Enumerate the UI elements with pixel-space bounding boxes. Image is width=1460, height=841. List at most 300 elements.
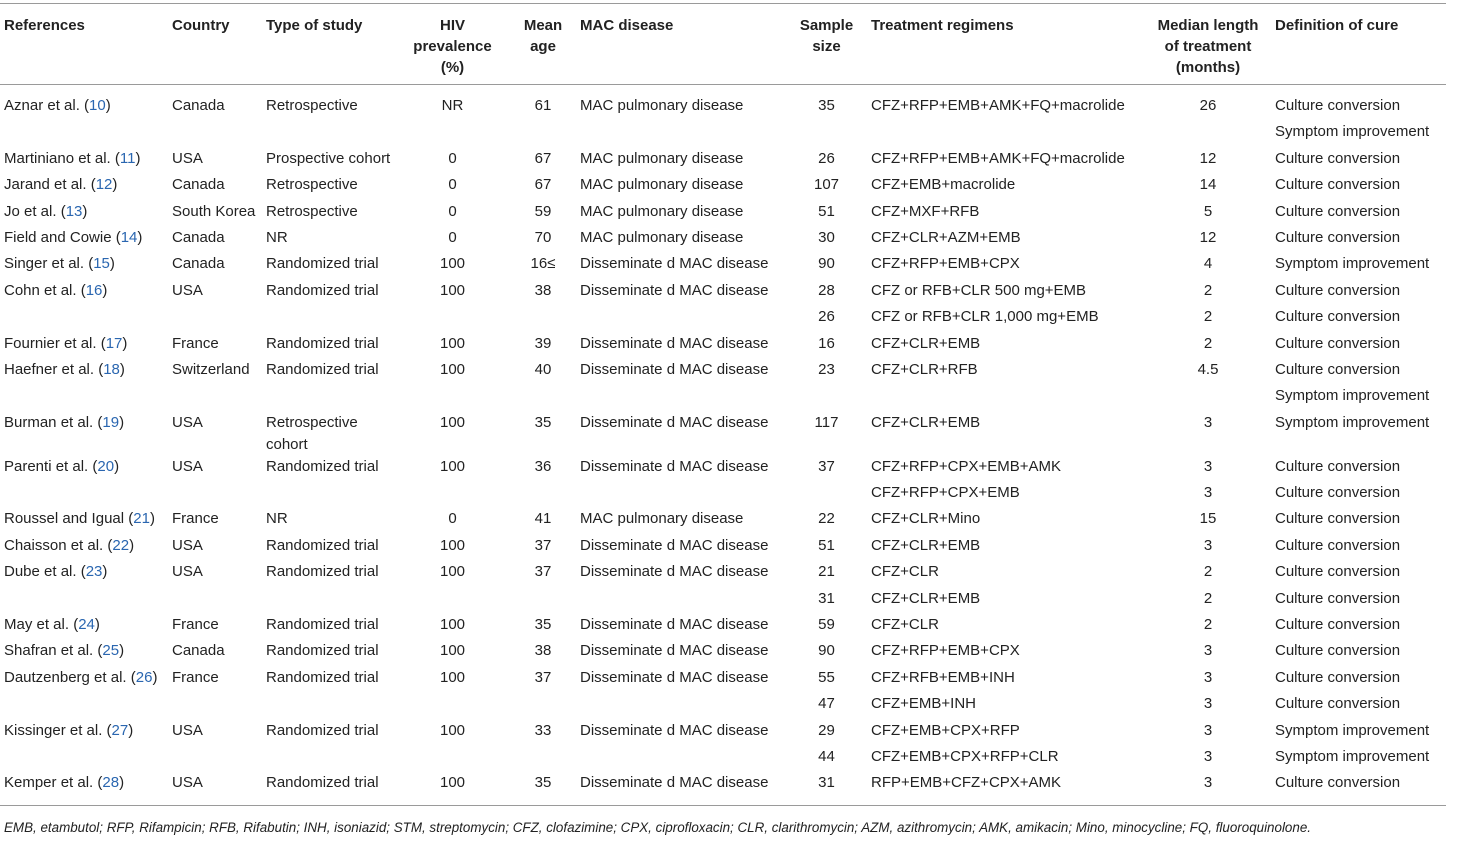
cell-treatment-regimen: CFZ+CLR+Mino bbox=[871, 510, 981, 528]
cell-mean-age: 33 bbox=[534, 721, 552, 739]
cell-type-of-study bbox=[266, 174, 399, 200]
cell-sample-size: 16 bbox=[818, 334, 835, 352]
reference-link[interactable]: 12 bbox=[95, 176, 113, 194]
cell-median-length: 26 bbox=[1199, 97, 1217, 114]
header-line: References bbox=[4, 17, 85, 34]
cell-reference bbox=[0, 508, 172, 534]
reference-close-paren: ) bbox=[135, 149, 141, 167]
table-row bbox=[0, 535, 1446, 561]
cell-type-of-study bbox=[266, 693, 399, 719]
cell-hiv-prevalence: 100 bbox=[439, 360, 466, 378]
cell-definition-of-cure: Culture conversion bbox=[1275, 97, 1401, 114]
cell-type-of-study bbox=[266, 306, 399, 332]
table-header bbox=[0, 4, 1446, 85]
cell-type-of-study bbox=[266, 148, 399, 174]
cell-median-length: 2 bbox=[1203, 616, 1213, 634]
cell-country: USA bbox=[172, 563, 203, 581]
header-line: (months) bbox=[1175, 59, 1241, 76]
cell-sample-size: 23 bbox=[818, 360, 835, 378]
reference-close-paren: ) bbox=[102, 281, 108, 299]
reference-author: Roussel and Igual ( bbox=[4, 510, 134, 528]
cell-type-of-study bbox=[266, 640, 399, 666]
cell-hiv-prevalence bbox=[399, 746, 506, 772]
reference-link[interactable]: 16 bbox=[85, 281, 103, 299]
cell-sample-size: 35 bbox=[818, 97, 835, 114]
study-type-line: Randomized trial bbox=[266, 668, 379, 686]
table-row bbox=[0, 174, 1446, 200]
study-type-line: Randomized trial bbox=[266, 334, 379, 352]
reference-link[interactable]: 28 bbox=[102, 774, 120, 792]
cell-sample-size: 28 bbox=[818, 281, 835, 299]
reference-author: Singer et al. ( bbox=[4, 255, 94, 273]
cell-median-length: 3 bbox=[1203, 484, 1213, 502]
reference-author: Martiniano et al. ( bbox=[4, 149, 120, 167]
cell-hiv-prevalence: 100 bbox=[439, 721, 466, 739]
study-type-line: Randomized trial bbox=[266, 457, 379, 475]
cell-country bbox=[172, 121, 266, 147]
cell-median-length: 2 bbox=[1203, 589, 1213, 607]
reference-link[interactable]: 27 bbox=[111, 721, 129, 739]
cell-mean-age: 67 bbox=[534, 149, 552, 167]
study-type-line: Prospective cohort bbox=[266, 149, 391, 167]
cell-country bbox=[172, 746, 266, 772]
reference-close-paren: ) bbox=[129, 536, 135, 554]
cell-sample-size: 26 bbox=[818, 149, 835, 167]
table-body bbox=[0, 85, 1446, 805]
header-line: prevalence bbox=[413, 38, 492, 55]
cell-country: Canada bbox=[172, 642, 225, 660]
cell-hiv-prevalence: 100 bbox=[439, 413, 466, 431]
reference-close-paren: ) bbox=[137, 228, 143, 246]
cell-sample-size bbox=[782, 121, 871, 147]
header-line: HIV bbox=[439, 17, 465, 34]
cell-reference bbox=[0, 333, 172, 359]
cell-treatment-regimen: CFZ+EMB+CPX+RFP bbox=[871, 721, 1020, 739]
cell-mac-disease: Disseminate d MAC disease bbox=[580, 721, 769, 739]
cell-mean-age: 38 bbox=[534, 642, 552, 660]
study-type-line: Randomized trial bbox=[266, 281, 379, 299]
cell-sample-size: 22 bbox=[818, 510, 835, 528]
cell-country: USA bbox=[172, 149, 203, 167]
cell-mac-disease bbox=[580, 746, 782, 772]
cell-definition-of-cure: Symptom improvement bbox=[1275, 255, 1430, 273]
cell-sample-size: 51 bbox=[818, 202, 835, 220]
cell-country: USA bbox=[172, 721, 203, 739]
cell-treatment-regimen: CFZ or RFB+CLR 500 mg+EMB bbox=[871, 281, 1087, 299]
header-line: Median length bbox=[1157, 17, 1259, 34]
cell-hiv-prevalence: 100 bbox=[439, 616, 466, 634]
cell-median-length: 3 bbox=[1203, 668, 1213, 686]
cell-definition-of-cure: Culture conversion bbox=[1275, 695, 1401, 713]
cell-treatment-regimen: CFZ+CLR+AZM+EMB bbox=[871, 228, 1021, 246]
cell-median-length: 2 bbox=[1203, 563, 1213, 581]
cell-median-length: 4 bbox=[1203, 255, 1213, 273]
cell-definition-of-cure: Culture conversion bbox=[1275, 642, 1401, 660]
cell-mac-disease: Disseminate d MAC disease bbox=[580, 334, 769, 352]
study-type-line: Retrospective bbox=[266, 202, 358, 220]
cell-definition-of-cure: Culture conversion bbox=[1275, 308, 1401, 326]
cell-hiv-prevalence: 100 bbox=[439, 642, 466, 660]
cell-mac-disease: Disseminate d MAC disease bbox=[580, 616, 769, 634]
cell-mac-disease: Disseminate d MAC disease bbox=[580, 413, 769, 431]
cell-reference bbox=[0, 720, 172, 746]
header-line: Definition of cure bbox=[1275, 17, 1399, 34]
cell-mean-age bbox=[506, 746, 580, 772]
reference-link[interactable]: 22 bbox=[112, 536, 130, 554]
header-line: Sample bbox=[799, 17, 854, 34]
table-row bbox=[0, 508, 1446, 534]
header-line: Treatment regimens bbox=[871, 17, 1014, 34]
table-footnote: EMB, etambutol; RFP, Rifampicin; RFB, Rifabutin; INH, isoniazid; STM, streptomycin; CFZ, clofazimine; CPX, ciprofloxacin; CLR, clarithromycin; AZM, azithromycin; AMK, amikacin; Mino, minocycline; FQ, fluoroquinolone. bbox=[4, 820, 1311, 835]
cell-mac-disease bbox=[580, 482, 782, 508]
table-row bbox=[0, 253, 1446, 279]
cell-reference bbox=[0, 148, 172, 174]
cell-definition-of-cure: Symptom improvement bbox=[1275, 747, 1430, 765]
cell-median-length: 3 bbox=[1203, 413, 1213, 431]
cell-type-of-study bbox=[266, 359, 399, 385]
table-row bbox=[0, 412, 1446, 456]
cell-country: France bbox=[172, 616, 219, 634]
cell-median-length: 3 bbox=[1203, 747, 1213, 765]
cell-mac-disease bbox=[580, 306, 782, 332]
cell-treatment-regimen: RFP+EMB+CFZ+CPX+AMK bbox=[871, 774, 1062, 792]
header-median-length bbox=[1141, 4, 1275, 85]
reference-link[interactable]: 21 bbox=[133, 510, 150, 528]
cell-reference bbox=[0, 385, 172, 411]
cell-median-length: 3 bbox=[1203, 457, 1213, 475]
cell-reference bbox=[0, 561, 172, 587]
cell-reference bbox=[0, 693, 172, 719]
cell-hiv-prevalence: 100 bbox=[439, 536, 466, 554]
cell-type-of-study bbox=[266, 667, 399, 693]
cell-definition-of-cure: Culture conversion bbox=[1275, 484, 1401, 502]
cell-treatment-regimen bbox=[871, 121, 1141, 147]
study-type-line: Randomized trial bbox=[266, 563, 379, 581]
cell-hiv-prevalence: 0 bbox=[448, 149, 457, 167]
header-mean-age bbox=[506, 4, 580, 85]
cell-sample-size: 90 bbox=[818, 642, 835, 660]
cell-definition-of-cure: Culture conversion bbox=[1275, 149, 1401, 167]
cell-median-length: 12 bbox=[1199, 228, 1217, 246]
table-row bbox=[0, 772, 1446, 804]
cell-treatment-regimen: CFZ+CLR+EMB bbox=[871, 536, 981, 554]
cell-mac-disease: MAC pulmonary disease bbox=[580, 176, 744, 194]
cell-definition-of-cure: Culture conversion bbox=[1275, 228, 1401, 246]
cell-sample-size: 47 bbox=[818, 695, 835, 713]
cell-mean-age bbox=[506, 693, 580, 719]
cell-sample-size: 44 bbox=[818, 747, 835, 765]
cell-mac-disease bbox=[580, 693, 782, 719]
cell-sample-size: 55 bbox=[818, 668, 835, 686]
cell-sample-size: 26 bbox=[818, 308, 835, 326]
header-treatment-regimens bbox=[871, 4, 1141, 85]
cell-type-of-study bbox=[266, 85, 399, 122]
reference-link[interactable]: 17 bbox=[105, 334, 123, 352]
cell-definition-of-cure: Culture conversion bbox=[1275, 668, 1401, 686]
cell-mac-disease: Disseminate d MAC disease bbox=[580, 668, 769, 686]
cell-treatment-regimen: CFZ+CLR+RFB bbox=[871, 360, 978, 378]
cell-country: Canada bbox=[172, 228, 225, 246]
cell-definition-of-cure: Culture conversion bbox=[1275, 589, 1401, 607]
cell-country bbox=[172, 306, 266, 332]
table-row bbox=[0, 614, 1446, 640]
table-row bbox=[0, 482, 1446, 508]
cell-definition-of-cure: Culture conversion bbox=[1275, 563, 1401, 581]
cell-median-length: 15 bbox=[1199, 510, 1217, 528]
cell-type-of-study bbox=[266, 508, 399, 534]
reference-link[interactable]: 18 bbox=[103, 360, 120, 378]
cell-hiv-prevalence: 0 bbox=[448, 228, 457, 246]
cell-sample-size bbox=[782, 385, 871, 411]
header-line: MAC disease bbox=[580, 17, 674, 34]
cell-country: Canada bbox=[172, 176, 225, 194]
cell-median-length: 5 bbox=[1203, 202, 1213, 220]
cell-reference bbox=[0, 667, 172, 693]
cell-median-length: 3 bbox=[1203, 642, 1213, 660]
cell-type-of-study bbox=[266, 227, 399, 253]
table-bottom-rule bbox=[0, 805, 1446, 806]
cell-sample-size bbox=[782, 482, 871, 508]
table-row bbox=[0, 359, 1446, 385]
reference-close-paren: ) bbox=[114, 457, 120, 475]
cell-treatment-regimen: CFZ+CLR bbox=[871, 616, 939, 634]
cell-treatment-regimen: CFZ+CLR+EMB bbox=[871, 413, 981, 431]
cell-sample-size: 21 bbox=[818, 563, 835, 581]
cell-reference bbox=[0, 280, 172, 306]
study-type-line: Randomized trial bbox=[266, 360, 379, 378]
cell-country: Canada bbox=[172, 97, 225, 114]
header-mac-disease bbox=[580, 4, 782, 85]
cell-definition-of-cure: Symptom improvement bbox=[1275, 721, 1430, 739]
cell-sample-size: 51 bbox=[818, 536, 835, 554]
reference-link[interactable]: 20 bbox=[97, 457, 115, 475]
cell-country: USA bbox=[172, 281, 203, 299]
cell-mac-disease bbox=[580, 121, 782, 147]
cell-definition-of-cure: Symptom improvement bbox=[1275, 123, 1430, 141]
cell-definition-of-cure: Symptom improvement bbox=[1275, 413, 1430, 431]
cell-type-of-study bbox=[266, 720, 399, 746]
cell-mac-disease: Disseminate d MAC disease bbox=[580, 255, 769, 273]
cell-sample-size: 107 bbox=[813, 176, 840, 194]
cell-reference bbox=[0, 746, 172, 772]
cell-treatment-regimen: CFZ+RFB+EMB+INH bbox=[871, 668, 1015, 686]
cell-mac-disease: Disseminate d MAC disease bbox=[580, 536, 769, 554]
cell-sample-size: 90 bbox=[818, 255, 835, 273]
cell-mean-age: 41 bbox=[534, 510, 552, 528]
cell-definition-of-cure: Culture conversion bbox=[1275, 202, 1401, 220]
cell-reference bbox=[0, 614, 172, 640]
reference-link[interactable]: 14 bbox=[120, 228, 138, 246]
cell-type-of-study bbox=[266, 561, 399, 587]
header-line: size bbox=[812, 38, 841, 55]
cell-definition-of-cure: Culture conversion bbox=[1275, 536, 1401, 554]
cell-treatment-regimen: CFZ+RFP+EMB+AMK+FQ+macrolide bbox=[871, 149, 1125, 167]
cell-sample-size: 59 bbox=[818, 616, 835, 634]
header-line: Country bbox=[172, 17, 230, 34]
reference-author: Haefner et al. ( bbox=[4, 360, 104, 378]
reference-author: Jarand et al. ( bbox=[4, 176, 96, 194]
reference-link[interactable]: 25 bbox=[102, 642, 120, 660]
reference-author: Parenti et al. ( bbox=[4, 457, 98, 475]
study-type-line: cohort bbox=[266, 435, 308, 453]
cell-type-of-study bbox=[266, 253, 399, 279]
table-row bbox=[0, 588, 1446, 614]
cell-median-length: 2 bbox=[1203, 281, 1213, 299]
cell-definition-of-cure: Culture conversion bbox=[1275, 334, 1401, 352]
header-row bbox=[0, 4, 1446, 85]
cell-sample-size: 29 bbox=[818, 721, 835, 739]
cell-mean-age bbox=[506, 482, 580, 508]
reference-author: Jo et al. ( bbox=[4, 202, 66, 220]
cell-hiv-prevalence: 100 bbox=[439, 774, 466, 792]
reference-close-paren: ) bbox=[82, 202, 88, 220]
reference-close-paren: ) bbox=[149, 510, 155, 528]
cell-mean-age bbox=[506, 306, 580, 332]
reference-close-paren: ) bbox=[109, 255, 115, 273]
cell-reference bbox=[0, 121, 172, 147]
header-type-of-study bbox=[266, 4, 399, 85]
table-row bbox=[0, 201, 1446, 227]
cell-type-of-study bbox=[266, 746, 399, 772]
cell-treatment-regimen: CFZ+MXF+RFB bbox=[871, 202, 980, 220]
cell-mean-age: 38 bbox=[534, 281, 552, 299]
reference-link[interactable]: 11 bbox=[119, 149, 136, 167]
cell-treatment-regimen: CFZ+RFP+EMB+CPX bbox=[871, 255, 1020, 273]
cell-definition-of-cure: Culture conversion bbox=[1275, 360, 1401, 378]
cell-reference bbox=[0, 588, 172, 614]
study-type-line: Randomized trial bbox=[266, 536, 379, 554]
cell-reference bbox=[0, 535, 172, 561]
cell-treatment-regimen: CFZ+RFP+EMB+AMK+FQ+macrolide bbox=[871, 97, 1125, 114]
cell-country bbox=[172, 588, 266, 614]
cell-hiv-prevalence bbox=[399, 482, 506, 508]
cell-treatment-regimen bbox=[871, 385, 1141, 411]
cell-mean-age: 39 bbox=[534, 334, 552, 352]
reference-link[interactable]: 23 bbox=[85, 563, 103, 581]
header-line: (%) bbox=[440, 59, 465, 76]
cell-definition-of-cure: Culture conversion bbox=[1275, 774, 1401, 792]
cell-type-of-study bbox=[266, 201, 399, 227]
reference-author: Chaisson et al. ( bbox=[4, 536, 113, 554]
cell-hiv-prevalence bbox=[399, 693, 506, 719]
reference-close-paren: ) bbox=[152, 668, 158, 686]
cell-median-length: 2 bbox=[1203, 308, 1213, 326]
header-definition-of-cure bbox=[1275, 4, 1446, 85]
cell-mac-disease: Disseminate d MAC disease bbox=[580, 281, 769, 299]
reference-close-paren: ) bbox=[119, 642, 125, 660]
cell-definition-of-cure: Culture conversion bbox=[1275, 510, 1401, 528]
cell-median-length: 14 bbox=[1199, 176, 1217, 194]
cell-type-of-study bbox=[266, 482, 399, 508]
cell-country bbox=[172, 693, 266, 719]
cell-mean-age: 35 bbox=[534, 774, 552, 792]
cell-median-length: 3 bbox=[1203, 721, 1213, 739]
cell-hiv-prevalence: 100 bbox=[439, 255, 466, 273]
reference-author: May et al. ( bbox=[4, 616, 79, 634]
reference-close-paren: ) bbox=[119, 413, 125, 431]
cell-reference bbox=[0, 85, 172, 122]
cell-country: France bbox=[172, 334, 219, 352]
header-references bbox=[0, 4, 172, 85]
reference-link[interactable]: 19 bbox=[102, 413, 120, 431]
cell-type-of-study bbox=[266, 412, 399, 456]
cell-sample-size: 30 bbox=[818, 228, 835, 246]
reference-close-paren: ) bbox=[102, 563, 108, 581]
table-row bbox=[0, 306, 1446, 332]
reference-author: Dautzenberg et al. ( bbox=[4, 668, 136, 686]
cell-mean-age: 59 bbox=[534, 202, 552, 220]
table-row bbox=[0, 121, 1446, 147]
cell-hiv-prevalence bbox=[399, 306, 506, 332]
cell-mac-disease: MAC pulmonary disease bbox=[580, 510, 744, 528]
table-row bbox=[0, 561, 1446, 587]
reference-close-paren: ) bbox=[122, 334, 128, 352]
reference-author: Fournier et al. ( bbox=[4, 334, 106, 352]
cell-treatment-regimen: CFZ or RFB+CLR 1,000 mg+EMB bbox=[871, 308, 1099, 326]
cell-mean-age: 35 bbox=[534, 413, 552, 431]
reference-author: Burman et al. ( bbox=[4, 413, 103, 431]
cell-mac-disease: Disseminate d MAC disease bbox=[580, 360, 769, 378]
cell-type-of-study bbox=[266, 385, 399, 411]
cell-mean-age: 37 bbox=[534, 668, 552, 686]
study-type-line: Retrospective bbox=[266, 176, 358, 194]
cell-country: Switzerland bbox=[172, 360, 250, 378]
reference-link[interactable]: 10 bbox=[89, 97, 106, 114]
cell-mac-disease: Disseminate d MAC disease bbox=[580, 563, 769, 581]
reference-link[interactable]: 15 bbox=[93, 255, 110, 273]
table-row bbox=[0, 456, 1446, 482]
cell-median-length: 12 bbox=[1199, 149, 1217, 167]
cell-mean-age: 40 bbox=[534, 360, 552, 378]
header-hiv-prevalence bbox=[399, 4, 506, 85]
table-row bbox=[0, 85, 1446, 122]
cell-mean-age bbox=[506, 385, 580, 411]
table-row bbox=[0, 693, 1446, 719]
cell-mean-age: 61 bbox=[534, 97, 552, 114]
cell-definition-of-cure: Culture conversion bbox=[1275, 616, 1401, 634]
header-line: of treatment bbox=[1164, 38, 1252, 55]
reference-author: Shafran et al. ( bbox=[4, 642, 103, 660]
cell-country: USA bbox=[172, 457, 203, 475]
header-line: Mean bbox=[523, 17, 563, 34]
cell-reference bbox=[0, 306, 172, 332]
header-sample-size bbox=[782, 4, 871, 85]
cell-median-length: 3 bbox=[1203, 695, 1213, 713]
reference-link[interactable]: 13 bbox=[65, 202, 83, 220]
reference-link[interactable]: 24 bbox=[78, 616, 95, 634]
cell-country bbox=[172, 385, 266, 411]
table-row bbox=[0, 148, 1446, 174]
cell-definition-of-cure: Culture conversion bbox=[1275, 457, 1401, 475]
reference-link[interactable]: 26 bbox=[135, 668, 153, 686]
reference-close-paren: ) bbox=[119, 774, 125, 792]
cell-mac-disease: MAC pulmonary disease bbox=[580, 97, 744, 114]
reference-close-paren: ) bbox=[128, 721, 134, 739]
cell-mean-age: 37 bbox=[534, 563, 552, 581]
cell-type-of-study bbox=[266, 280, 399, 306]
cell-mean-age: 35 bbox=[534, 616, 552, 634]
cell-median-length: 4.5 bbox=[1197, 360, 1219, 378]
table-row bbox=[0, 720, 1446, 746]
table-row bbox=[0, 746, 1446, 772]
cell-hiv-prevalence bbox=[399, 588, 506, 614]
cell-hiv-prevalence: 0 bbox=[448, 176, 457, 194]
cell-treatment-regimen: CFZ+RFP+CPX+EMB bbox=[871, 484, 1020, 502]
cell-definition-of-cure: Culture conversion bbox=[1275, 281, 1401, 299]
cell-mean-age bbox=[506, 588, 580, 614]
study-type-line: Randomized trial bbox=[266, 774, 379, 792]
cell-hiv-prevalence bbox=[399, 385, 506, 411]
